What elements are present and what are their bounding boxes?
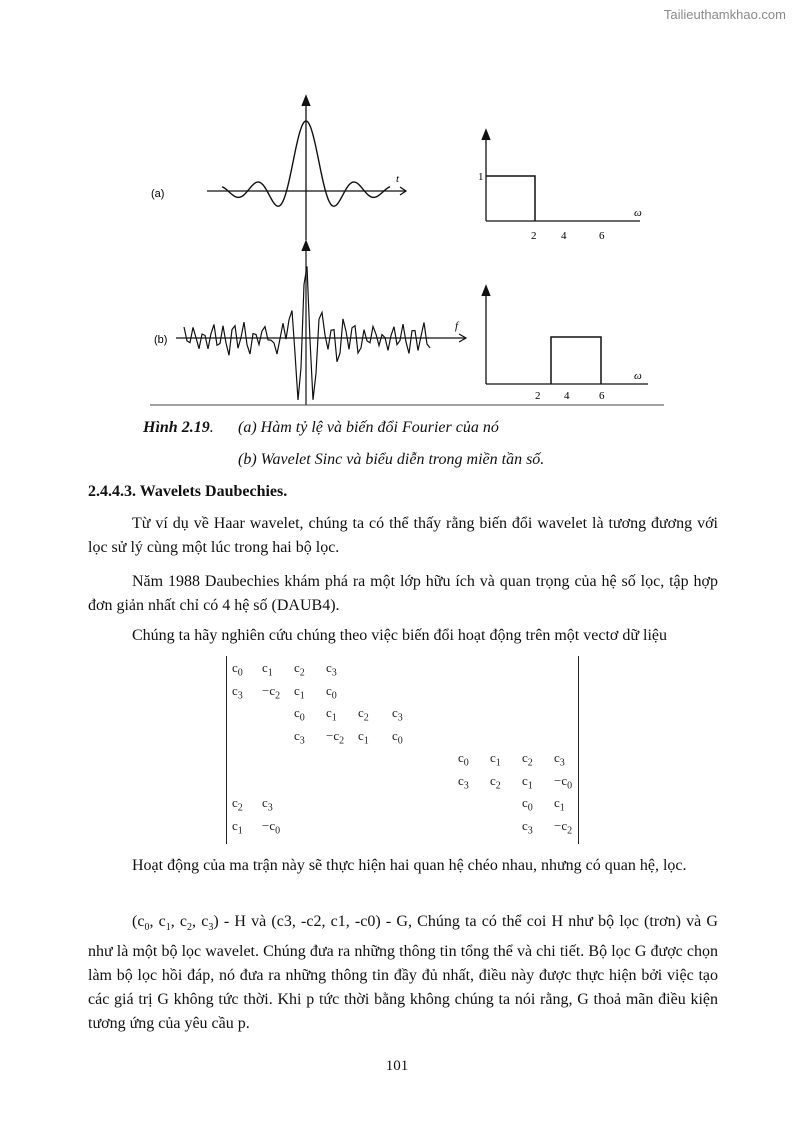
panel-b-wavelet-curve [184, 266, 430, 400]
paragraph-1: Từ ví dụ về Haar wavelet, chúng ta có thể thấy rằng biến đổi wavelet là tương đương với lọc sử lý cùng một lúc trong hai bộ lọc. [88, 515, 718, 556]
panel-a-box [486, 176, 535, 221]
section-heading: 2.4.4.3. Wavelets Daubechies. [88, 483, 288, 500]
matrix-cell: $c_0$ [294, 705, 305, 724]
panel-b-spectrum [482, 286, 648, 384]
matrix-cell: $c_1$ [490, 750, 501, 769]
panel-b-vertical-arrow [302, 241, 310, 251]
panel-a-vertical-arrow [302, 96, 310, 106]
matrix-cell: $c_3$ [294, 727, 305, 747]
matrix-cell: $c_1$ [358, 727, 369, 747]
matrix-cell: $c_0$ [522, 795, 533, 814]
matrix-cell: $c_2$ [522, 750, 533, 769]
matrix-cell: $c_2$ [490, 772, 501, 792]
panel-b-label: (b) [154, 334, 168, 346]
matrix-cell: $c_3$ [326, 660, 337, 679]
panel-b-f-label: f [455, 320, 459, 332]
matrix-cell: $c_3$ [232, 682, 243, 702]
panel-a-spectrum [482, 130, 640, 221]
panel-b-tick-2: 2 [535, 390, 541, 402]
paragraph-5: ($c_0$, $c_1$, $c_2$, $c_3$) - H và (c3, -c2, c1, -c0) - G, Chúng ta có thể coi H như bộ lọc (trơn) và G như là một bộ lọc wavelet. Chúng đưa ra những thông tin tổng thể và chi tiết. Bộ lọc G được chọn làm bộ lọc hồi đáp, nó đưa ra những thông tin đầy đủ nhất, điều này được thực hiện bởi việc tạo các giá trị G không tức thời. Khi p tức thời bằng không chúng ta nói rằng, G thoả mãn điều kiện tương ứng của yêu cầu p. [88, 913, 718, 1033]
panel-a-label: (a) [151, 188, 165, 200]
matrix-cell: $c_0$ [232, 660, 243, 679]
matrix-cell: $c_0$ [326, 682, 337, 702]
matrix-cell: $c_1$ [294, 682, 305, 702]
panel-b-box [551, 337, 601, 384]
matrix-cell: $-c_0$ [262, 817, 281, 837]
panel-a-t-label: t [396, 173, 400, 185]
matrix-cell: $-c_2$ [262, 682, 281, 702]
matrix-cell: $c_1$ [554, 795, 565, 814]
paragraph-4: Hoạt động của ma trận này sẽ thực hiện hai quan hệ chéo nhau, nhưng có quan hệ, lọc. [132, 857, 687, 874]
panel-b-tick-4: 4 [564, 390, 570, 402]
matrix-cell: $c_2$ [358, 705, 369, 724]
matrix-cell: $-c_2$ [554, 817, 573, 837]
matrix-left-bar [226, 656, 227, 844]
matrix-cell: $-c_0$ [554, 772, 573, 792]
panel-b-tick-6: 6 [599, 390, 605, 402]
matrix-cell: $c_3$ [262, 795, 273, 814]
panel-a-tick-6: 6 [599, 230, 605, 242]
matrix-cell: $c_3$ [554, 750, 565, 769]
paragraph-3: Chúng ta hãy nghiên cứu chúng theo việc biến đổi hoạt động trên một vectơ dữ liệu [132, 627, 668, 644]
matrix-cell: $c_3$ [392, 705, 403, 724]
matrix-cell: $c_0$ [458, 750, 469, 769]
panel-a-omega-label: ω [634, 207, 642, 219]
caption-line-1: (a) Hàm tỷ lệ và biến đổi Fourier của nó [238, 419, 499, 436]
figure-caption: Hình 2.19. (a) Hàm tỷ lệ và biến đổi Fourier của nó [143, 419, 499, 436]
page-number: 101 [385, 1058, 409, 1074]
daub4-matrix [226, 656, 596, 844]
panel-a-one-label: 1 [478, 171, 484, 183]
matrix-cell: $-c_2$ [326, 727, 345, 747]
matrix-cell: $c_1$ [326, 705, 337, 724]
paragraph-2: Năm 1988 Daubechies khám phá ra một lớp hữu ích và quan trọng của hệ số lọc, tập hợp đơn giản nhất chỉ có 4 hệ số (DAUB4). [88, 573, 718, 614]
matrix-cell: $c_2$ [232, 795, 243, 814]
paragraph-5-body: - H và (c3, -c2, c1, -c0) - G, Chúng ta có thể coi H như bộ lọc (trơn) và G như là một bộ lọc wavelet. Chúng đưa ra những thông tin tổng thể và chi tiết. Bộ lọc G được chọn làm bộ lọc hồi đáp, nó đưa ra những thông tin đầy đủ nhất, điều này được thực hiện bởi việc tạo các giá trị G không tức thời. Khi p tức thời bằng không chúng ta nói rằng, G thoả mãn điều kiện tương ứng của yêu cầu p. [88, 913, 718, 1033]
caption-line-2: (b) Wavelet Sinc và biểu diễn trong miền tần số. [238, 451, 545, 468]
matrix-cell: $c_0$ [392, 727, 403, 747]
watermark: Tailieuthamkhao.com [663, 7, 786, 22]
matrix-cell: $c_1$ [232, 817, 243, 837]
panel-a-tick-4: 4 [561, 230, 567, 242]
panel-a-tick-2: 2 [531, 230, 537, 242]
panel-b-omega-label: ω [634, 370, 642, 382]
figure-2-19 [0, 0, 794, 420]
matrix-cell: $c_1$ [522, 772, 533, 792]
panel-a-time-plot [207, 96, 406, 240]
caption-label: Hình 2.19 [143, 419, 210, 436]
matrix-cell: $c_3$ [458, 772, 469, 792]
matrix-cell: $c_3$ [522, 817, 533, 837]
panel-b-time-plot [176, 241, 466, 405]
matrix-right-bar [578, 656, 579, 844]
matrix-cell: $c_2$ [294, 660, 305, 679]
matrix-cell: $c_1$ [262, 660, 273, 679]
